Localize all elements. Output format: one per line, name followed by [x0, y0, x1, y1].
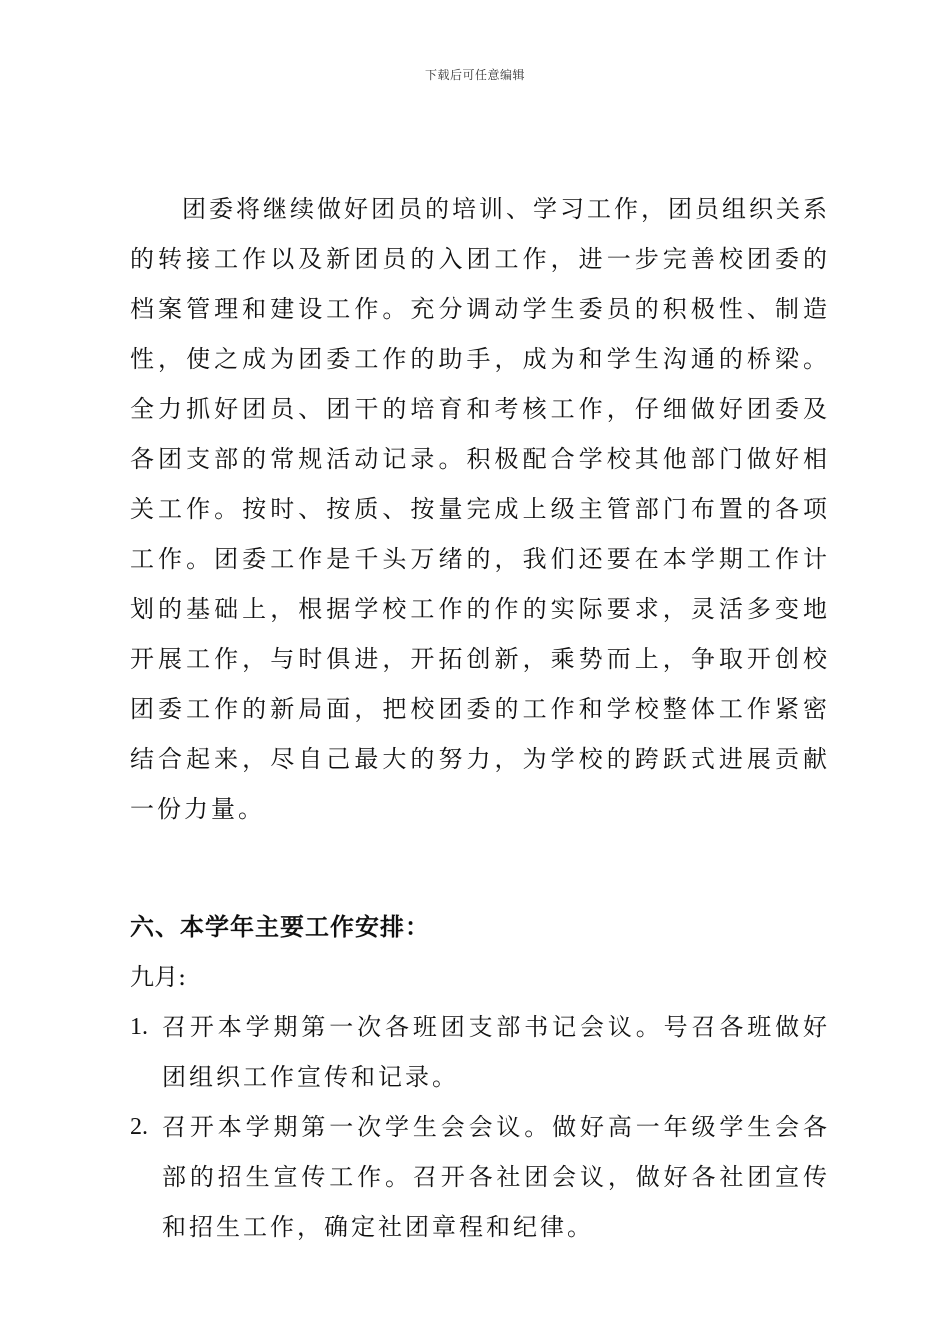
list-item-text: 召开本学期第一次学生会会议。做好高一年级学生会各部的招生宣传工作。召开各社团会议，做好各社团宣传和招生工作，确定社团章程和纪律。	[162, 1113, 830, 1241]
body-paragraph: 团委将继续做好团员的培训、学习工作，团员组织关系的转接工作以及新团员的入团工作，进一步完善校团委的档案管理和建设工作。充分调动学生委员的积极性、制造性，使之成为团委工作的助手，成为和学生沟通的桥梁。全力抓好团员、团干的培育和考核工作，仔细做好团委及各团支部的常规活动记录。积极配合学校其他部门做好相关工作。按时、按质、按量完成上级主管部门布置的各项工作。团委工作是千头万绪的，我们还要在本学期工作计划的基础上，根据学校工作的作的实际要求，灵活多变地开展工作，与时俱进，开拓创新，乘势而上，争取开创校团委工作的新局面，把校团委的工作和学校整体工作紧密结合起来，尽自己最大的努力，为学校的跨跃式进展贡献一份力量。	[130, 195, 830, 823]
page-header-note: 下载后可任意编辑	[424, 68, 525, 82]
list-item-number: 1.	[130, 1014, 148, 1040]
list-item-number: 2.	[130, 1114, 148, 1140]
document-body	[130, 184, 830, 1252]
list-item-text: 召开本学期第一次各班团支部书记会议。号召各班做好团组织工作宣传和记录。	[162, 1013, 830, 1091]
section-title: 六、本学年主要工作安排：	[130, 912, 430, 941]
month-heading: 九月:	[130, 963, 187, 991]
list-item	[130, 1002, 830, 1102]
list-item	[130, 1102, 830, 1252]
